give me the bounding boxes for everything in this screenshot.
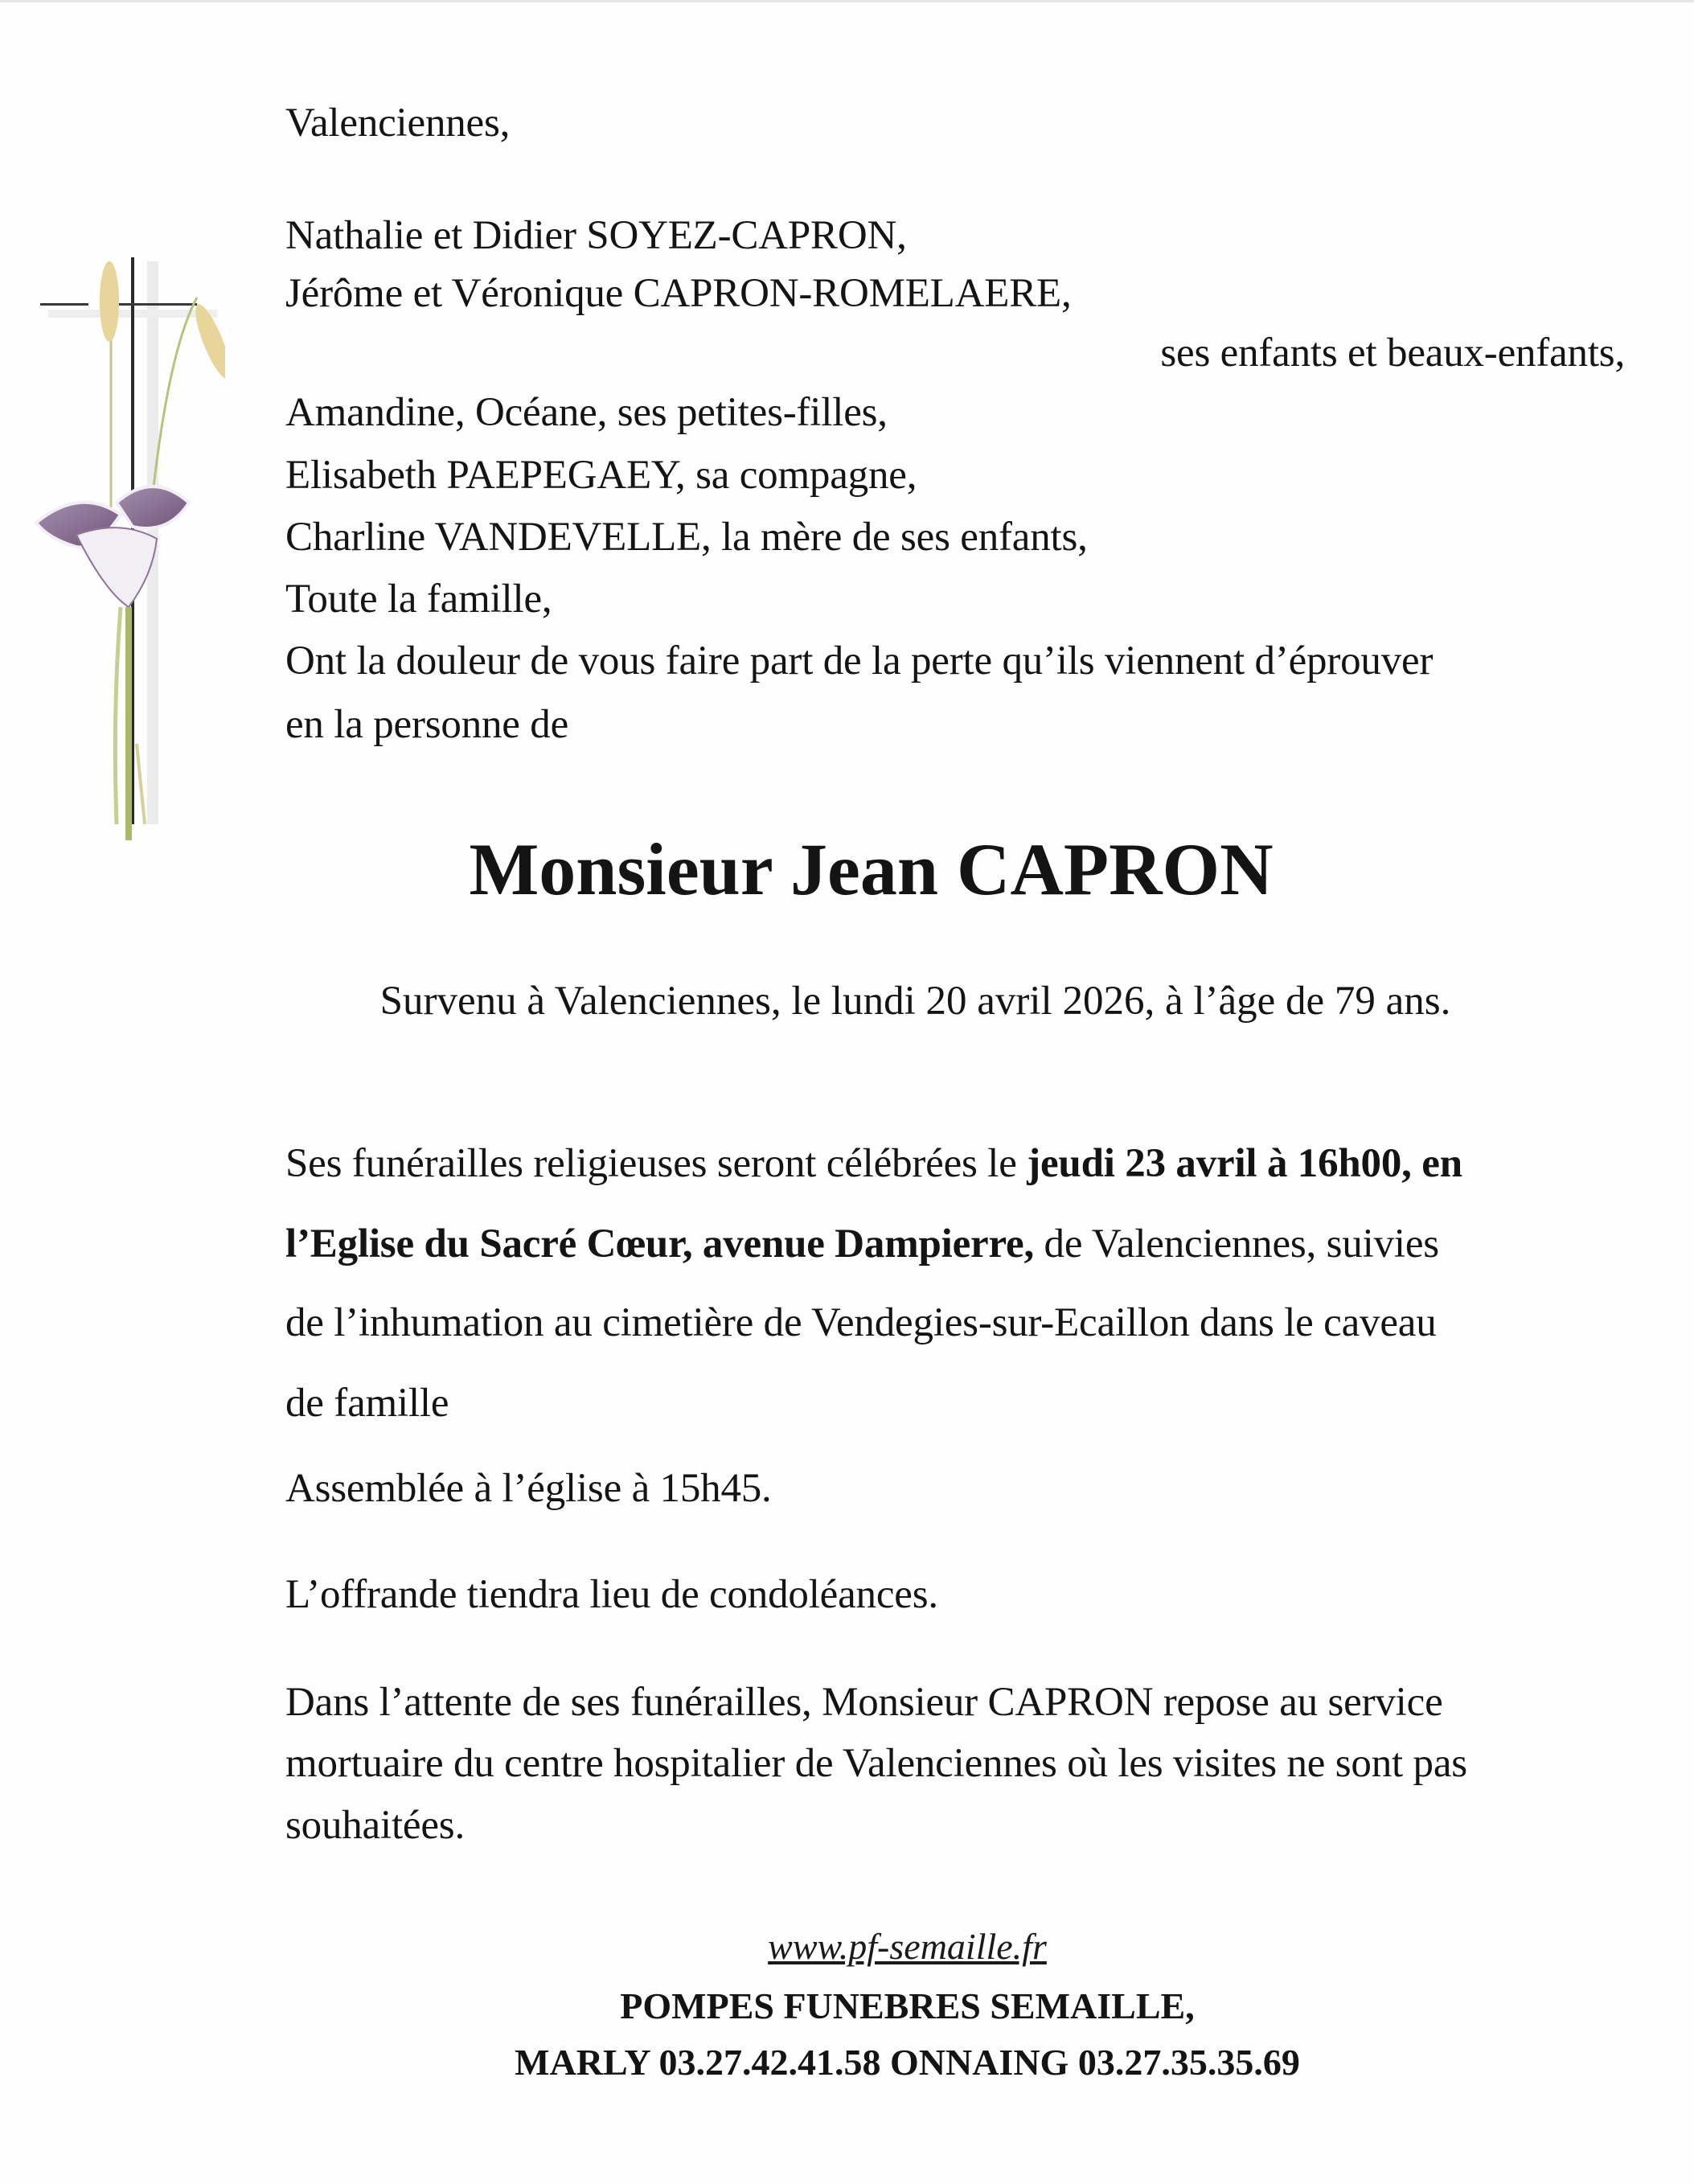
city-header: Valenciennes,: [285, 101, 511, 146]
wheat-stem-right: [153, 298, 197, 495]
family-children-relation: ses enfants et beaux-enfants,: [1160, 330, 1625, 376]
announcement-line-1: Ont la douleur de vous faire part de la perte qu’ils viennent d’éprouver: [285, 638, 1434, 684]
cross-lily-icon: [16, 229, 225, 872]
funeral-line-4: de famille: [285, 1381, 449, 1426]
family-line-children-1: Nathalie et Didier SOYEZ-CAPRON,: [285, 213, 907, 258]
rest-line-3: souhaitées.: [285, 1803, 465, 1848]
funeral-line-2: [285, 1221, 1439, 1266]
cross-left-arm: [40, 303, 88, 306]
stem-3: [137, 744, 145, 824]
stem-2: [115, 607, 121, 824]
rest-line-2: mortuaire du centre hospitalier de Valenciennes où les visites ne sont pas: [285, 1741, 1467, 1786]
lily-petal-right: [117, 486, 189, 528]
company-phones: MARLY 03.27.42.41.58 ONNAING 03.27.35.35.69: [515, 2042, 1300, 2083]
funeral-line-3: de l’inhumation au cimetière de Vendegies-sur-Ecaillon dans le caveau: [285, 1300, 1437, 1345]
scan-top-edge: [0, 0, 1694, 2]
funeral-line-2-text: de Valenciennes, suivies: [1034, 1221, 1439, 1266]
family-line-mother: Charline VANDEVELLE, la mère de ses enfants,: [285, 515, 1088, 560]
offering-note: L’offrande tiendra lieu de condoléances.: [285, 1572, 938, 1617]
wheat-ear-left: [100, 261, 119, 342]
assembly-time: Assemblée à l’église à 15h45.: [285, 1466, 772, 1511]
deceased-name: Monsieur Jean CAPRON: [469, 828, 1274, 910]
website-link[interactable]: www.pf-semaille.fr: [768, 1926, 1047, 1967]
family-line-companion: Elisabeth PAEPEGAEY, sa compagne,: [285, 453, 917, 498]
announcement-line-2: en la personne de: [285, 702, 569, 747]
funeral-date-time: jeudi 23 avril à 16h00, en: [1027, 1141, 1462, 1186]
family-line-all-family: Toute la famille,: [285, 577, 552, 622]
family-line-grandchildren: Amandine, Océane, ses petites-filles,: [285, 390, 888, 435]
death-notice: Survenu à Valenciennes, le lundi 20 avril 2026, à l’âge de 79 ans.: [379, 979, 1451, 1024]
lily-throat: [76, 528, 157, 607]
cross-right-arm: [109, 303, 197, 306]
funeral-church: l’Eglise du Sacré Cœur, avenue Dampierre,: [285, 1221, 1034, 1266]
funeral-line-1-text: Ses funérailles religieuses seront célébrées le: [285, 1141, 1027, 1186]
funeral-line-1: [285, 1143, 1462, 1184]
family-line-children-2: Jérôme et Véronique CAPRON-ROMELAERE,: [285, 271, 1072, 316]
rest-line-1: Dans l’attente de ses funérailles, Monsieur CAPRON repose au service: [285, 1680, 1443, 1725]
company-name: POMPES FUNEBRES SEMAILLE,: [620, 1985, 1195, 2026]
